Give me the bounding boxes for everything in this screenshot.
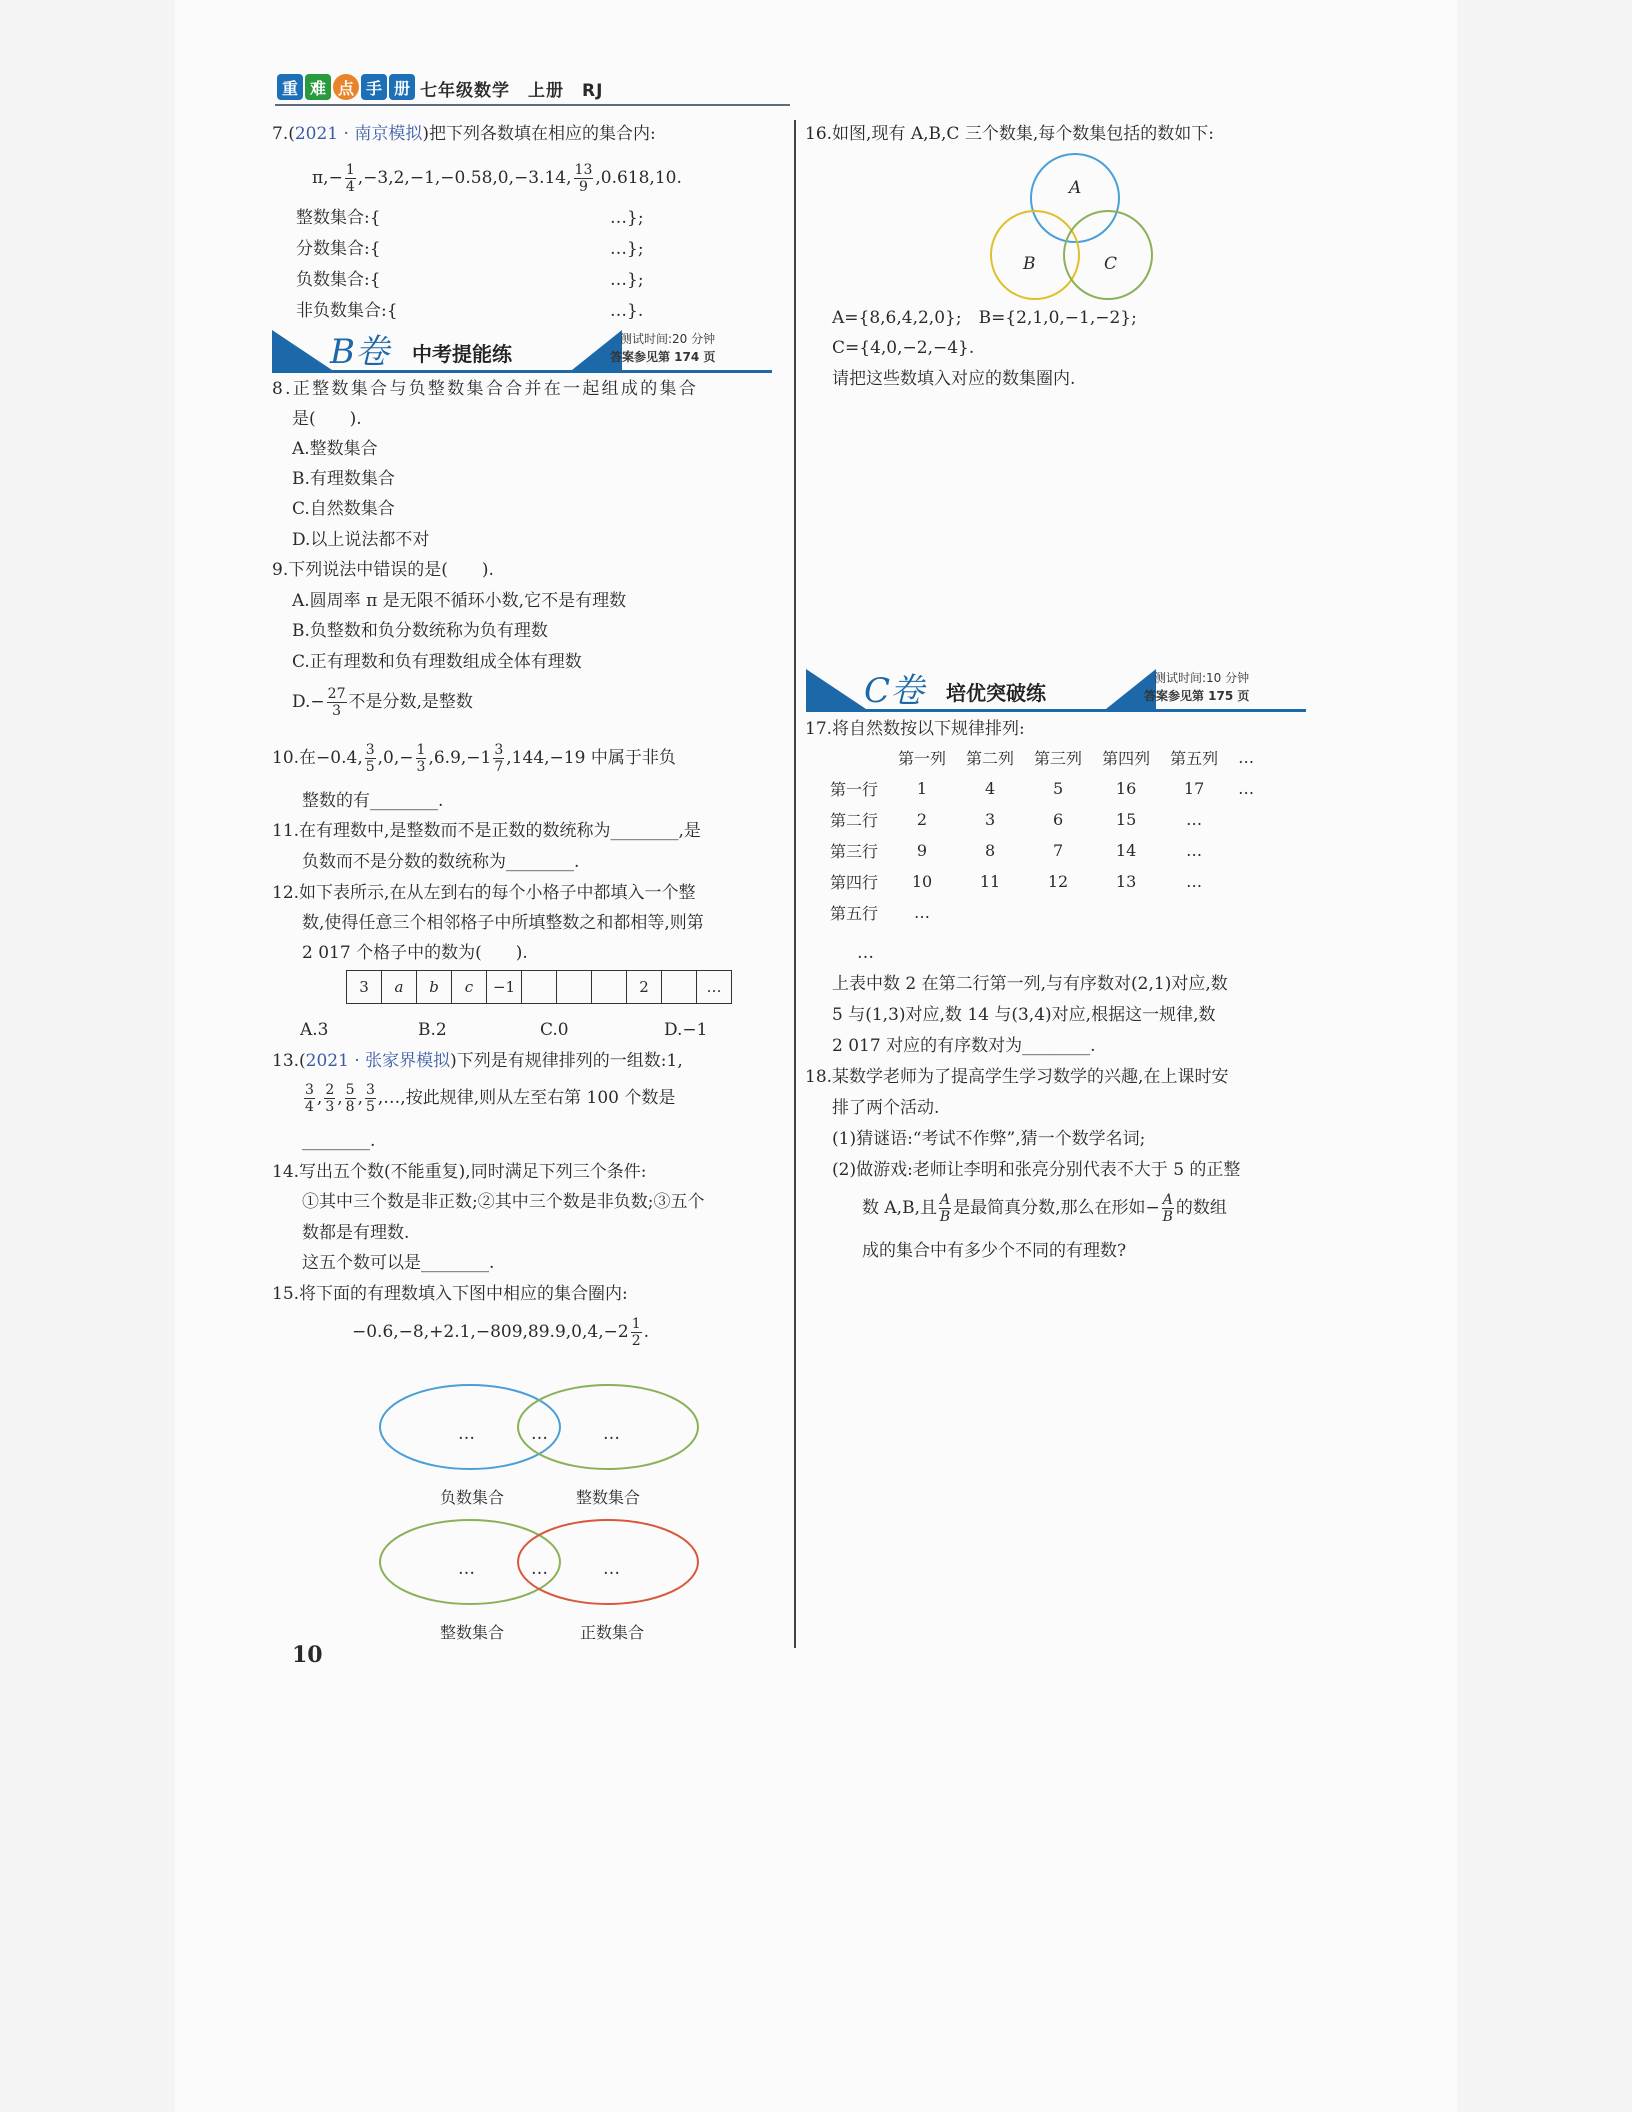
table-cell: 16 [1115,779,1137,798]
table-cell: 9 [916,841,928,860]
table-header-row [820,742,1264,773]
fraction: $\frac{5}{8}$ [345,1082,355,1115]
banner-answer: 答案参见第 174 页 [610,350,716,364]
q12-line3: 2 017 个格子中的数为( ). [302,943,528,963]
strip-cell [592,971,627,1004]
table-cell [1228,804,1264,835]
strip-cell: … [697,971,732,1004]
q17-line3: 2 017 对应的有序数对为________. [832,1036,1096,1056]
q8-option-d: D.以上说法都不对 [292,530,430,550]
q9-option-d: D.− $\frac{27}{3}$ 不是分数,是整数 [292,686,473,719]
fraction: $\frac{27}{3}$ [327,686,346,719]
fraction: $\frac{3}{5}$ [365,1082,375,1115]
strip-cell: c [452,971,487,1004]
q9-stem: 9.下列说法中错误的是( ). [272,560,494,580]
table-cell: … [1238,779,1255,798]
q12-option-c: C.0 [540,1020,569,1040]
table-cell: 第二列 [966,749,1015,768]
q17-pattern-table [820,742,1264,928]
q16-ask: 请把这些数填入对应的数集圈内. [832,369,1076,389]
table-cell: … [1186,810,1203,829]
table-cell: 3 [984,810,996,829]
table-row [820,773,1264,804]
section-banner-b [272,330,772,374]
strip-cell: 3 [347,971,382,1004]
table-cell: 7 [1052,841,1064,860]
venn-label-integer: 整数集合 [576,1488,641,1507]
page-number: 10 [292,1642,323,1668]
fraction: $\frac{1}{4}$ [345,162,355,195]
q12-line1: 12.如下表所示,在从左到右的每个小格子中都填入一个整 [272,883,696,903]
q7-set-integer: 整数集合:{ [296,208,381,228]
table-cell [1024,897,1092,928]
table-cell: 第四列 [1102,749,1151,768]
q18-line4: (2)做游戏:老师让李明和张亮分别代表不大于 5 的正整 [832,1160,1241,1180]
table-cell: 第一列 [898,749,947,768]
logo-char: 难 [305,74,331,100]
q12-option-a: A.3 [300,1020,329,1040]
strip-cell: −1 [487,971,522,1004]
venn-dots: … [603,1559,620,1579]
q16-venn-abc [985,150,1155,305]
table-row [820,804,1264,835]
q12-line2: 数,使得任意三个相邻格子中所填整数之和都相等,则第 [302,913,704,933]
table-cell: … [1238,748,1255,767]
table-cell: 4 [984,779,996,798]
q11-line1: 11.在有理数中,是整数而不是正数的数统称为________,是 [272,821,701,841]
strip-cell [662,971,697,1004]
venn-label-negative: 负数集合 [440,1488,505,1507]
table-cell: 11 [979,872,1001,891]
q7-set-end: …}; [610,239,644,259]
logo-char: 手 [361,74,387,100]
q12-number-strip [346,970,732,1004]
q7-set-nonnegative: 非负数集合:{ [296,301,398,321]
set-c-label: C [1104,254,1118,274]
q17-line1: 上表中数 2 在第二行第一列,与有序数对(2,1)对应,数 [832,974,1228,994]
q10-blank-line: 整数的有________. [302,791,444,811]
table-cell: 8 [984,841,996,860]
q18-line5: 数 A,B,且 $\frac{A}{B}$ 是最简真分数,那么在形如− $\frac{A}{B}$ 的数组 [862,1192,1227,1225]
banner-letter: B卷 [330,332,389,372]
strip-cell: 2 [627,971,662,1004]
strip-cell [557,971,592,1004]
table-cell: 5 [1052,779,1064,798]
venn-dots: … [458,1424,475,1444]
table-cell: … [914,903,931,922]
table-cell: 第五列 [1170,749,1219,768]
venn-dots: … [531,1559,548,1579]
q18-line2: 排了两个活动. [832,1098,940,1118]
table-cell [1092,897,1160,928]
table-cell: 10 [911,872,933,891]
q13-blank: ________. [302,1131,376,1151]
q8-option-c: C.自然数集合 [292,499,395,519]
venn-dots: … [531,1424,548,1444]
q7-set-end: …}. [610,301,644,321]
q9-option-c: C.正有理数和负有理数组成全体有理数 [292,652,582,672]
fraction: $\frac{3}{7}$ [494,742,504,775]
q14-line2: ①其中三个数是非正数;②其中三个数是非负数;③五个 [302,1192,705,1212]
q8-option-b: B.有理数集合 [292,469,395,489]
q8-stem-cont: 是( ). [292,409,362,429]
q7-text: )把下列各数填在相应的集合内: [422,124,656,144]
q9-option-a: A.圆周率 π 是无限不循环小数,它不是有理数 [292,591,627,611]
table-cell: 2 [916,810,928,829]
header-title: 七年级数学 上册 RJ [420,81,604,101]
section-banner-c [806,669,1306,713]
table-cell: 6 [1052,810,1064,829]
q7-set-negative: 负数集合:{ [296,270,381,290]
q10-stem: 10.在−0.4, $\frac{3}{5}$ ,0,− $\frac{1}{3}$ ,6.9,−1 $\frac{3}{7}$ ,144,−19 中属于非负 [272,742,676,775]
table-cell: 1 [916,779,928,798]
q15-line1: 15.将下面的有理数填入下图中相应的集合圈内: [272,1284,628,1304]
strip-cell: b [417,971,452,1004]
q14-line1: 14.写出五个数(不能重复),同时满足下列三个条件: [272,1162,647,1182]
strip-cell [522,971,557,1004]
venn-label-positive: 正数集合 [580,1623,645,1642]
fraction: $\frac{3}{5}$ [365,742,375,775]
table-cell [820,742,888,773]
q12-option-b: B.2 [418,1020,447,1040]
table-cell: 15 [1115,810,1137,829]
table-cell: 14 [1115,841,1137,860]
table-cell: … [1186,841,1203,860]
fraction: $\frac{1}{2}$ [631,1316,641,1349]
banner-answer: 答案参见第 175 页 [1144,689,1250,703]
table-cell: 第二行 [830,811,879,830]
q14-line4: 这五个数可以是________. [302,1253,495,1273]
venn-dots: … [458,1559,475,1579]
q7-source: 2021 · 南京模拟 [294,124,423,144]
q12-option-d: D.−1 [664,1020,708,1040]
fraction: $\frac{A}{B}$ [939,1192,951,1225]
table-cell: 17 [1183,779,1205,798]
venn-label-integer: 整数集合 [440,1623,505,1642]
table-cell: 第四行 [830,873,879,892]
q7-set-fraction: 分数集合:{ [296,239,381,259]
table-cell: … [1186,872,1203,891]
q17-more-rows: … [857,943,874,963]
table-cell [956,897,1024,928]
q14-line3: 数都是有理数. [302,1223,410,1243]
strip-cell: a [382,971,417,1004]
q13-sequence: $\frac{3}{4}$ , $\frac{2}{3}$ , $\frac{5}{8}$ , $\frac{3}{5}$ ,…,按此规律,则从左至右第 100 个数是 [305,1082,676,1115]
table-row [820,897,1264,928]
column-divider [794,120,796,1648]
q9-option-b: B.负整数和负分数统称为负有理数 [292,621,548,641]
set-a-label: A [1069,178,1082,198]
q7-numbers: π,− $\frac{1}{4}$ ,−3,2,−1,−0.58,0,−3.14, $\frac{13}{9}$ ,0.618,10. [312,162,682,195]
table-cell [1228,835,1264,866]
q15-numbers: −0.6,−8,+2.1,−809,89.9,0,4,−2 $\frac{1}{2}$ . [352,1316,650,1349]
table-row [820,866,1264,897]
series-logo [277,74,415,102]
q7-number: 7.( [272,124,295,144]
q16-sets-ab: A={8,6,4,2,0}; B={2,1,0,−1,−2}; [832,308,1137,328]
q18-line3: (1)猜谜语:“考试不作弊”,猜一个数学名词; [832,1129,1146,1149]
banner-title: 培优突破练 [946,681,1046,705]
q17-stem: 17.将自然数按以下规律排列: [805,719,1025,739]
q7-set-end: …}; [610,270,644,290]
table-cell: 12 [1047,872,1069,891]
set-b-label: B [1023,254,1036,274]
fraction: $\frac{13}{9}$ [574,162,593,195]
fraction: $\frac{A}{B}$ [1162,1192,1173,1225]
table-cell [1160,897,1228,928]
q17-line2: 5 与(1,3)对应,数 14 与(3,4)对应,根据这一规律,数 [832,1005,1216,1025]
q11-line2: 负数而不是分数的数统称为________. [302,852,580,872]
table-cell: 第一行 [830,780,879,799]
banner-time: 测试时间:10 分钟 [1154,671,1250,685]
banner-time: 测试时间:20 分钟 [620,332,716,346]
banner-title: 中考提能练 [412,342,512,366]
venn-dots: … [603,1424,620,1444]
logo-char: 重 [277,74,303,100]
logo-char: 册 [389,74,415,100]
q8-stem: 8.正整数集合与负整数集合合并在一起组成的集合 [272,379,699,399]
q13-stem: 13.(2021 · 张家界模拟)下列是有规律排列的一组数:1, [272,1051,683,1071]
table-cell: 第三列 [1034,749,1083,768]
fraction: $\frac{2}{3}$ [325,1082,335,1115]
q18-line1: 18.某数学老师为了提高学生学习数学的兴趣,在上课时安 [805,1067,1229,1087]
table-cell [1228,866,1264,897]
q8-option-a: A.整数集合 [292,439,378,459]
table-row [820,835,1264,866]
q16-stem: 16.如图,现有 A,B,C 三个数集,每个数集包括的数如下: [805,124,1214,144]
header-rule [275,104,790,106]
q13-source: 2021 · 张家界模拟 [305,1051,451,1071]
logo-char: 点 [333,74,359,100]
table-cell: 第五行 [830,904,879,923]
q16-set-c: C={4,0,−2,−4}. [832,338,975,358]
table-cell: 第三行 [830,842,879,861]
fraction: $\frac{3}{4}$ [305,1082,314,1115]
q7-set-end: …}; [610,208,644,228]
table-cell: 13 [1115,872,1137,891]
q18-line6: 成的集合中有多少个不同的有理数? [862,1241,1127,1261]
fraction: $\frac{1}{3}$ [416,742,426,775]
banner-letter: C卷 [864,671,925,711]
q7-stem [272,123,656,145]
table-cell [1228,897,1264,928]
